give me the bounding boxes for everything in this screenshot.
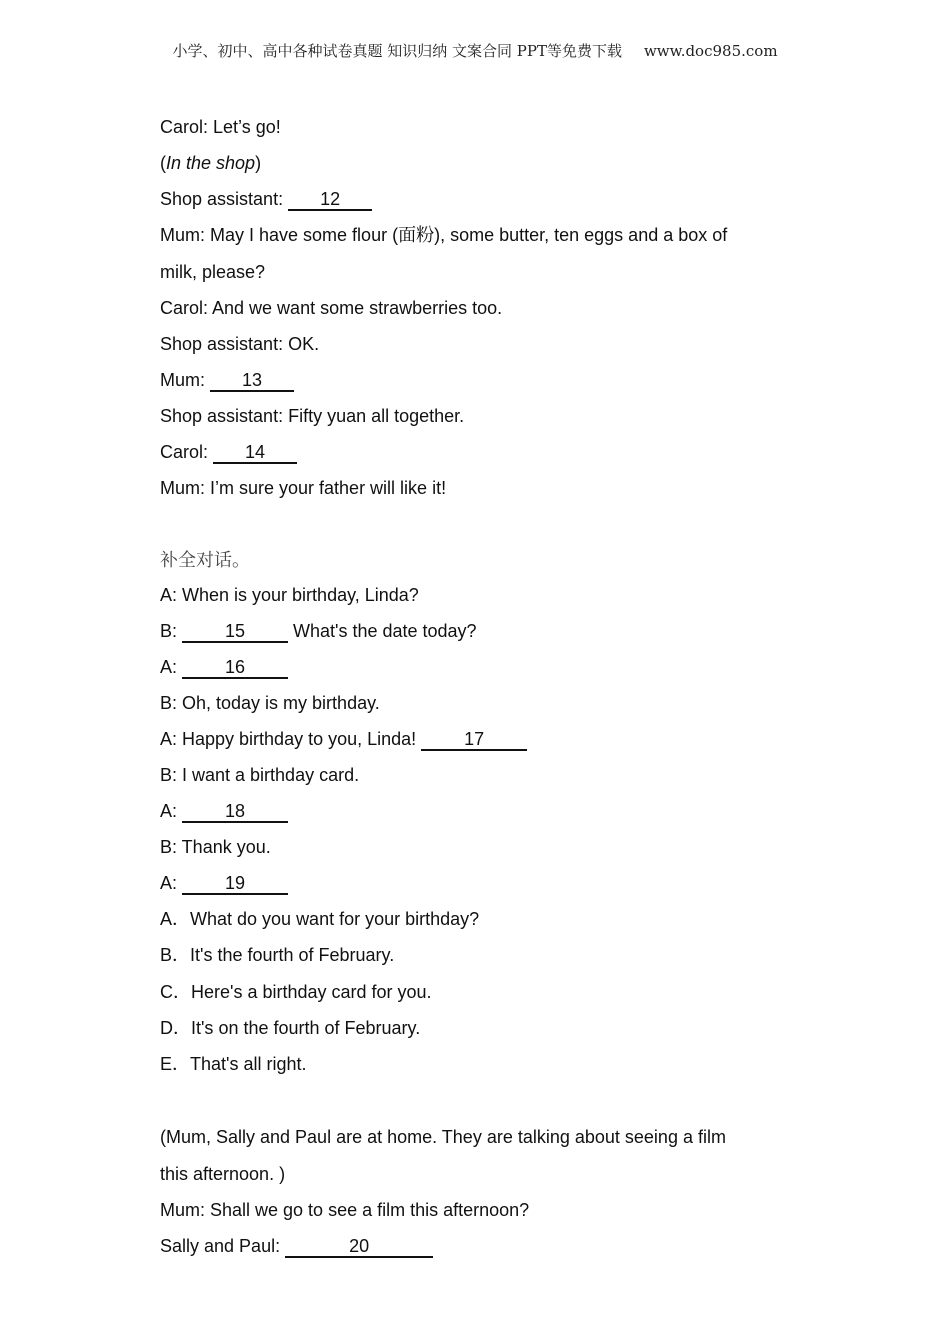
line-b-oh: B: Oh, today is my birthday. [160, 693, 380, 713]
sp-prefix: Sally and Paul: [160, 1236, 286, 1256]
line-shop-ok: Shop assistant: OK. [160, 334, 320, 354]
line-carol-go: Carol: Let’s go! [160, 117, 281, 137]
option-d: D．It's on the fourth of February. [160, 1018, 421, 1038]
a-prefix-16: A: [160, 657, 183, 677]
option-e: E．That's all right. [160, 1054, 307, 1074]
line-mum-flour [160, 223, 727, 248]
scene-close: ) [255, 153, 262, 173]
line-b-thanks: B: Thank you. [160, 837, 271, 857]
carol-prefix: Carol: [160, 442, 214, 462]
mum-line-b: ), some butter, ten eggs and a box of [434, 225, 728, 245]
line-mum-milk: milk, please? [160, 262, 266, 282]
page-header [0, 40, 950, 61]
mum-prefix: Mum: [160, 370, 211, 390]
line-intro-b: this afternoon. ) [160, 1164, 286, 1184]
header-text: 小学、初中、高中各种试卷真题 知识归纳 文案合同 PPT等免费下载 [172, 42, 622, 60]
mum-line-a: Mum: May I have some flour ( [160, 225, 399, 245]
option-a: A．What do you want for your birthday? [160, 909, 480, 929]
line-carol-14 [160, 440, 297, 464]
instruction-heading: 补全对话。 [160, 550, 250, 571]
line-scene [160, 151, 261, 175]
option-c: C．Here's a birthday card for you. [160, 982, 432, 1002]
b-date: What's the date today? [288, 621, 477, 641]
scene-open: ( [160, 153, 166, 173]
line-b-want: B: I want a birthday card. [160, 765, 360, 785]
line-carol-straw: Carol: And we want some strawberries too. [160, 298, 503, 318]
answer-blank-12[interactable]: 12 [288, 189, 372, 211]
header-url[interactable]: www.doc985.com [643, 42, 778, 60]
answer-blank-19[interactable]: 19 [182, 873, 288, 895]
answer-blank-16[interactable]: 16 [182, 657, 288, 679]
answer-blank-14[interactable]: 14 [213, 442, 297, 464]
mum-line-zh: 面粉 [398, 225, 435, 246]
line-a-happy [160, 727, 527, 751]
line-a-18 [160, 799, 288, 823]
line-mum-sure: Mum: I’m sure your father will like it! [160, 478, 447, 498]
line-mum-13 [160, 368, 294, 392]
answer-blank-15[interactable]: 15 [182, 621, 288, 643]
line-shop-fifty: Shop assistant: Fifty yuan all together. [160, 406, 465, 426]
scene-italic: In the shop [166, 153, 256, 173]
line-shop-12 [160, 187, 372, 211]
answer-blank-13[interactable]: 13 [210, 370, 294, 392]
option-b: B．It's the fourth of February. [160, 945, 395, 965]
a-prefix-19: A: [160, 873, 183, 893]
line-a-when: A: When is your birthday, Linda? [160, 585, 419, 605]
shop-prefix: Shop assistant: [160, 189, 289, 209]
answer-blank-20[interactable]: 20 [285, 1236, 433, 1258]
line-sp-20 [160, 1234, 433, 1258]
line-intro-a: (Mum, Sally and Paul are at home. They are talking about seeing a film [160, 1127, 726, 1147]
line-b-15 [160, 619, 477, 643]
answer-blank-18[interactable]: 18 [182, 801, 288, 823]
a-prefix-18: A: [160, 801, 183, 821]
line-a-16 [160, 655, 288, 679]
line-a-19 [160, 871, 288, 895]
answer-blank-17[interactable]: 17 [421, 729, 527, 751]
line-mum-shall: Mum: Shall we go to see a film this afternoon? [160, 1200, 530, 1220]
b-prefix: B: [160, 621, 183, 641]
a-happy: A: Happy birthday to you, Linda! [160, 729, 422, 749]
